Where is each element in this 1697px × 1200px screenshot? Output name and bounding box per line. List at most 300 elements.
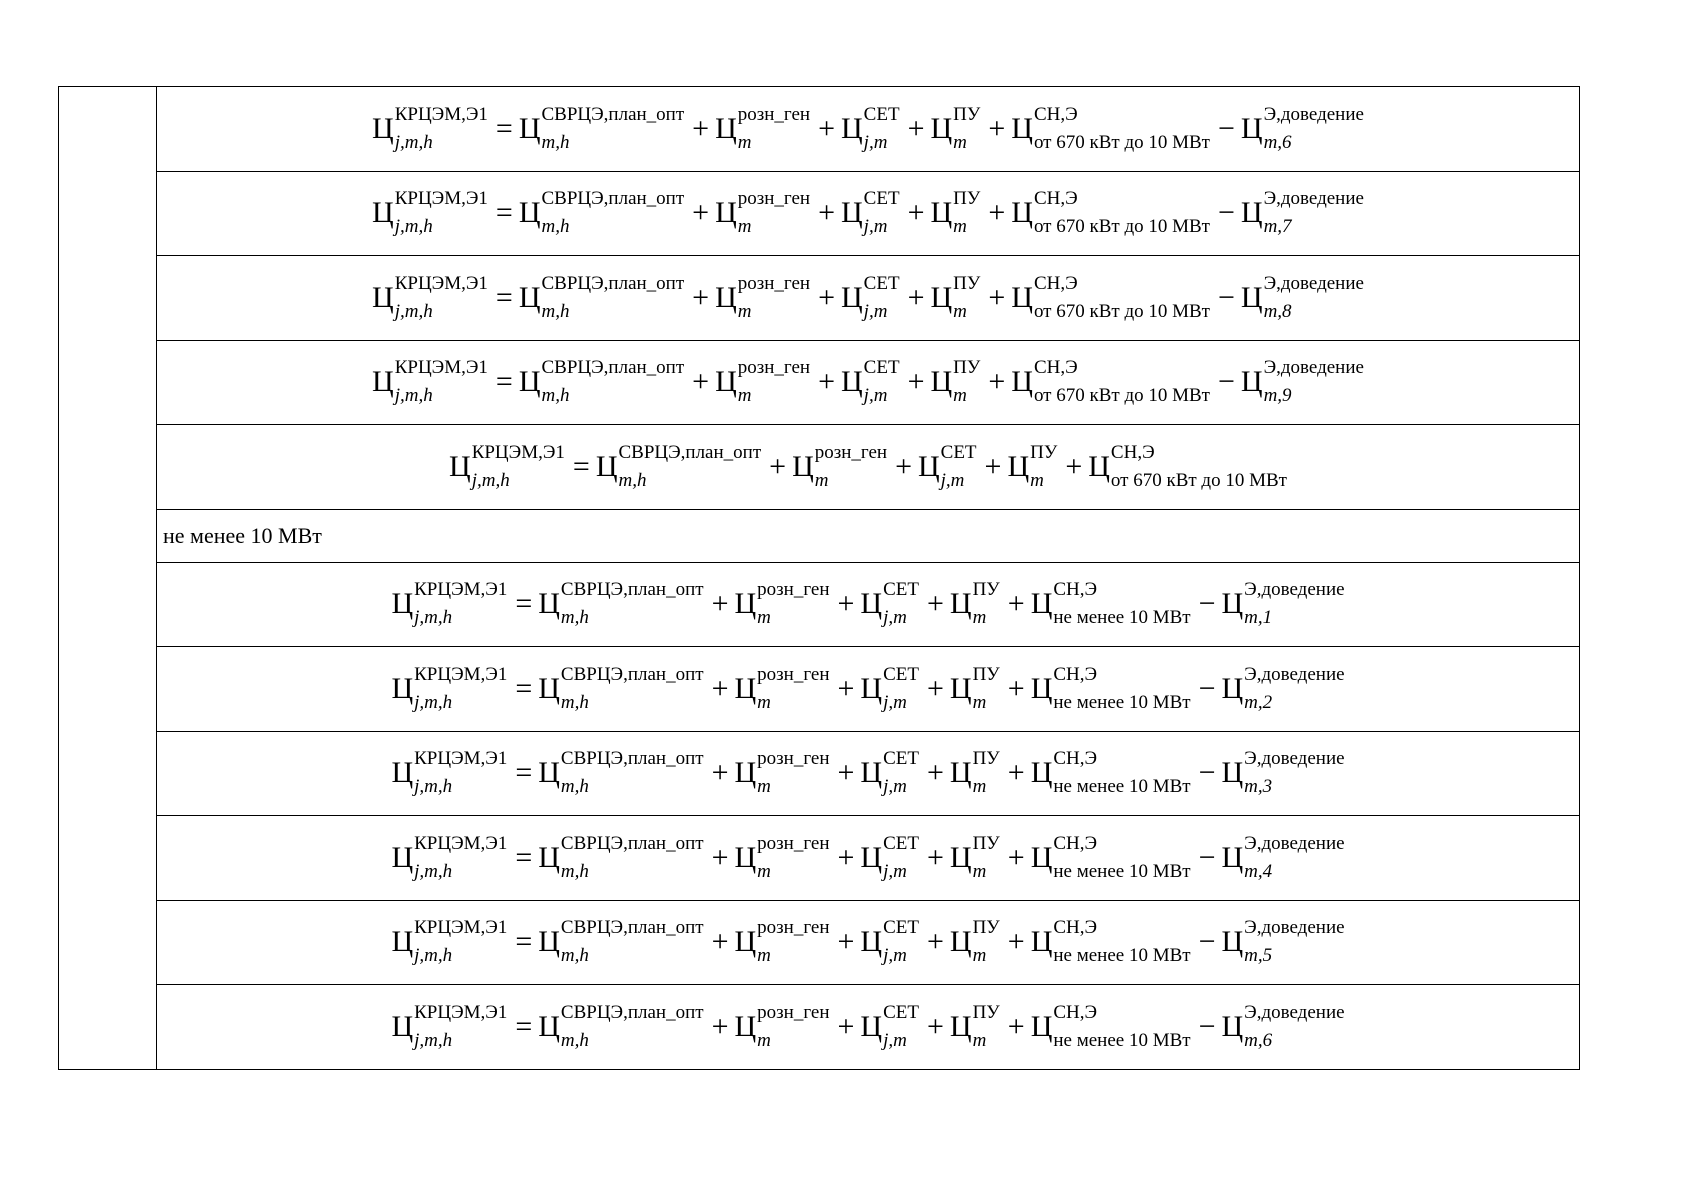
price-term xyxy=(734,917,830,967)
term-superscript: Э,доведение xyxy=(1263,188,1364,210)
term-subscript: m,8 xyxy=(1263,300,1292,322)
operator: − xyxy=(1217,196,1235,230)
term-superscript: КРЦЭМ,Э1 xyxy=(394,357,488,379)
term-subscript: m,h xyxy=(560,607,589,629)
price-symbol: Ц xyxy=(1011,280,1033,314)
price-term xyxy=(1240,103,1364,153)
term-superscript: розн_ген xyxy=(757,663,830,685)
formula-cell xyxy=(157,562,1580,647)
price-symbol: Ц xyxy=(1240,365,1263,399)
price-symbol: Ц xyxy=(391,587,414,621)
price-term xyxy=(1088,441,1287,491)
price-term xyxy=(391,1001,508,1051)
term-scripts xyxy=(1263,103,1364,153)
term-scripts xyxy=(1263,357,1364,407)
term-scripts xyxy=(1033,103,1210,153)
term-scripts xyxy=(1244,1001,1345,1051)
term-scripts xyxy=(814,441,888,491)
term-subscript: j,m xyxy=(883,776,907,798)
operator: + xyxy=(769,449,787,483)
term-subscript: m xyxy=(972,607,987,629)
term-subscript: m xyxy=(757,776,771,798)
operator: + xyxy=(1007,1009,1025,1043)
term-subscript: m,h xyxy=(541,216,570,238)
operator: = xyxy=(515,587,533,621)
term-scripts xyxy=(863,357,900,407)
term-superscript: КРЦЭМ,Э1 xyxy=(414,663,508,685)
price-symbol: Ц xyxy=(734,756,757,790)
term-subscript: не менее 10 МВт xyxy=(1053,607,1191,629)
term-superscript: СН,Э xyxy=(1053,1001,1098,1023)
term-superscript: СВРЦЭ,план_опт xyxy=(618,441,762,463)
term-scripts xyxy=(1244,832,1345,882)
operator: + xyxy=(711,756,729,790)
term-superscript: СВРЦЭ,план_опт xyxy=(541,188,685,210)
price-symbol: Ц xyxy=(841,365,863,399)
operator: + xyxy=(837,587,855,621)
term-superscript: СН,Э xyxy=(1053,748,1098,770)
operator: + xyxy=(926,840,944,874)
price-term xyxy=(1221,579,1345,629)
price-term xyxy=(930,188,981,238)
term-subscript: j,m xyxy=(940,469,965,491)
price-term xyxy=(1240,272,1364,322)
price-symbol: Ц xyxy=(391,671,414,705)
term-superscript: СЕТ xyxy=(883,663,919,685)
term-superscript: ПУ xyxy=(972,579,1000,601)
subheading-row xyxy=(59,509,1580,562)
term-superscript: СЕТ xyxy=(883,1001,919,1023)
term-superscript: Э,доведение xyxy=(1244,832,1345,854)
price-term xyxy=(538,917,704,967)
price-term xyxy=(1030,832,1191,882)
term-superscript: Э,доведение xyxy=(1263,103,1364,125)
term-subscript: m,h xyxy=(560,860,589,882)
operator: + xyxy=(818,365,835,399)
operator: + xyxy=(818,196,835,230)
price-term xyxy=(949,663,1000,713)
term-scripts xyxy=(1053,917,1191,967)
operator: + xyxy=(907,196,925,230)
table-row xyxy=(59,562,1580,647)
term-superscript: СН,Э xyxy=(1053,663,1098,685)
price-symbol: Ц xyxy=(1030,1009,1053,1043)
price-term xyxy=(860,748,919,798)
price-symbol: Ц xyxy=(518,111,541,145)
term-scripts xyxy=(1110,441,1287,491)
operator: − xyxy=(1198,671,1216,705)
price-term xyxy=(391,748,508,798)
price-symbol: Ц xyxy=(1221,925,1244,959)
price-symbol: Ц xyxy=(1088,449,1110,483)
term-scripts xyxy=(737,357,811,407)
price-term xyxy=(391,832,508,882)
price-term xyxy=(1221,832,1345,882)
term-scripts xyxy=(757,832,830,882)
operator: + xyxy=(895,449,912,483)
operator: − xyxy=(1198,587,1216,621)
price-term xyxy=(372,272,488,322)
operator: + xyxy=(692,111,710,145)
operator: − xyxy=(1198,1009,1216,1043)
term-subscript: не менее 10 МВт xyxy=(1053,691,1191,713)
term-scripts xyxy=(1053,748,1191,798)
term-subscript: j,m xyxy=(863,300,888,322)
price-term xyxy=(715,272,811,322)
price-term xyxy=(860,917,919,967)
price-symbol: Ц xyxy=(917,449,940,483)
term-superscript: ПУ xyxy=(953,272,981,294)
term-subscript: m xyxy=(972,691,987,713)
term-subscript: j,m,h xyxy=(414,945,453,967)
term-superscript: ПУ xyxy=(953,103,981,125)
term-scripts xyxy=(757,663,830,713)
term-superscript: СЕТ xyxy=(863,357,900,379)
term-superscript: СВРЦЭ,план_опт xyxy=(541,357,685,379)
operator: + xyxy=(926,1009,944,1043)
price-term xyxy=(734,663,830,713)
price-symbol: Ц xyxy=(449,449,471,483)
price-term xyxy=(715,188,811,238)
operator: = xyxy=(515,671,533,705)
term-scripts xyxy=(953,357,981,407)
price-term xyxy=(1240,188,1364,238)
term-subscript: m xyxy=(757,1029,771,1051)
term-superscript: Э,доведение xyxy=(1244,579,1345,601)
term-superscript: СЕТ xyxy=(863,188,900,210)
formula-table-body xyxy=(59,87,1580,1070)
term-subscript: от 670 кВт до 10 МВт xyxy=(1033,216,1210,238)
term-subscript: m,h xyxy=(560,691,589,713)
term-subscript: не менее 10 МВт xyxy=(1053,860,1191,882)
term-scripts xyxy=(883,748,919,798)
price-symbol: Ц xyxy=(841,111,863,145)
term-superscript: КРЦЭМ,Э1 xyxy=(394,272,488,294)
term-subscript: m xyxy=(757,860,771,882)
price-term xyxy=(449,441,565,491)
table-row xyxy=(59,816,1580,901)
term-scripts xyxy=(471,441,565,491)
price-symbol: Ц xyxy=(518,196,541,230)
operator: = xyxy=(515,1009,533,1043)
price-term xyxy=(841,188,900,238)
price-symbol: Ц xyxy=(1221,671,1244,705)
formula-cell xyxy=(157,425,1580,510)
term-subscript: m,9 xyxy=(1263,385,1292,407)
term-subscript: m xyxy=(814,469,829,491)
operator: = xyxy=(515,756,533,790)
term-superscript: Э,доведение xyxy=(1263,272,1364,294)
price-term xyxy=(715,357,811,407)
price-term xyxy=(1030,917,1191,967)
price-term xyxy=(734,832,830,882)
table-row xyxy=(59,425,1580,510)
term-subscript: j,m,h xyxy=(414,776,453,798)
formula xyxy=(391,579,1345,629)
term-subscript: m xyxy=(972,945,987,967)
term-subscript: j,m,h xyxy=(394,131,433,153)
price-term xyxy=(391,663,508,713)
formula-cell xyxy=(157,985,1580,1070)
formula xyxy=(372,357,1364,407)
price-symbol: Ц xyxy=(1030,671,1053,705)
operator: + xyxy=(837,1009,855,1043)
term-scripts xyxy=(414,748,508,798)
term-scripts xyxy=(1244,917,1345,967)
price-symbol: Ц xyxy=(1011,111,1033,145)
term-superscript: ПУ xyxy=(972,1001,1000,1023)
operator: + xyxy=(818,280,835,314)
price-symbol: Ц xyxy=(715,111,737,145)
term-scripts xyxy=(1244,748,1345,798)
term-subscript: m xyxy=(953,216,967,238)
term-superscript: Э,доведение xyxy=(1263,357,1364,379)
formula xyxy=(449,441,1287,491)
term-superscript: КРЦЭМ,Э1 xyxy=(414,1001,508,1023)
formula xyxy=(372,103,1364,153)
term-scripts xyxy=(972,1001,1000,1051)
term-subscript: m xyxy=(972,1029,987,1051)
price-term xyxy=(841,272,900,322)
price-term xyxy=(538,579,704,629)
operator: − xyxy=(1198,840,1216,874)
term-subscript: j,m,h xyxy=(471,469,510,491)
term-subscript: j,m,h xyxy=(414,860,453,882)
operator: − xyxy=(1198,925,1216,959)
price-term xyxy=(1221,748,1345,798)
operator: + xyxy=(1007,587,1025,621)
operator: + xyxy=(1065,449,1083,483)
term-superscript: КРЦЭМ,Э1 xyxy=(394,188,488,210)
formula xyxy=(391,832,1345,882)
formula-cell xyxy=(157,647,1580,732)
price-term xyxy=(1240,357,1364,407)
term-subscript: j,m,h xyxy=(394,300,433,322)
term-scripts xyxy=(883,1001,919,1051)
price-term xyxy=(841,103,900,153)
price-term xyxy=(538,663,704,713)
term-superscript: ПУ xyxy=(972,663,1000,685)
price-symbol: Ц xyxy=(1011,365,1033,399)
term-superscript: ПУ xyxy=(972,748,1000,770)
term-scripts xyxy=(953,103,981,153)
price-term xyxy=(391,917,508,967)
term-subscript: m xyxy=(972,776,987,798)
price-symbol: Ц xyxy=(860,840,883,874)
operator: + xyxy=(692,196,710,230)
term-scripts xyxy=(560,1001,704,1051)
term-superscript: СЕТ xyxy=(883,832,919,854)
price-term xyxy=(372,357,488,407)
table-row xyxy=(59,87,1580,172)
term-subscript: j,m xyxy=(883,860,907,882)
term-subscript: m,h xyxy=(560,1029,589,1051)
price-symbol: Ц xyxy=(1007,449,1030,483)
price-symbol: Ц xyxy=(949,671,972,705)
term-superscript: розн_ген xyxy=(757,579,830,601)
operator: − xyxy=(1217,365,1235,399)
term-superscript: СВРЦЭ,план_опт xyxy=(560,917,704,939)
formula xyxy=(391,748,1345,798)
term-subscript: m xyxy=(737,131,752,153)
price-symbol: Ц xyxy=(734,1009,757,1043)
term-subscript: m,2 xyxy=(1244,691,1273,713)
term-subscript: m xyxy=(1030,469,1044,491)
term-scripts xyxy=(940,441,977,491)
term-scripts xyxy=(541,188,685,238)
price-symbol: Ц xyxy=(930,196,953,230)
price-symbol: Ц xyxy=(372,111,394,145)
price-term xyxy=(1007,441,1058,491)
term-subscript: j,m xyxy=(863,385,888,407)
term-scripts xyxy=(737,188,811,238)
price-symbol: Ц xyxy=(391,840,414,874)
table-row xyxy=(59,985,1580,1070)
term-superscript: розн_ген xyxy=(737,272,811,294)
term-superscript: розн_ген xyxy=(737,188,811,210)
term-scripts xyxy=(618,441,762,491)
price-symbol: Ц xyxy=(1221,587,1244,621)
operator: + xyxy=(988,196,1006,230)
term-subscript: j,m xyxy=(863,216,888,238)
term-superscript: СН,Э xyxy=(1053,917,1098,939)
price-symbol: Ц xyxy=(930,365,953,399)
operator: + xyxy=(926,587,944,621)
table-row xyxy=(59,647,1580,732)
price-symbol: Ц xyxy=(595,449,618,483)
price-symbol: Ц xyxy=(860,671,883,705)
term-superscript: розн_ген xyxy=(737,103,811,125)
operator: + xyxy=(837,756,855,790)
term-subscript: m xyxy=(757,945,771,967)
term-scripts xyxy=(560,579,704,629)
formula-cell xyxy=(157,87,1580,172)
table-row xyxy=(59,171,1580,256)
operator: + xyxy=(988,280,1006,314)
term-subscript: m xyxy=(953,300,967,322)
operator: + xyxy=(837,840,855,874)
price-symbol: Ц xyxy=(841,196,863,230)
term-scripts xyxy=(414,832,508,882)
price-term xyxy=(860,663,919,713)
term-subscript: j,m,h xyxy=(394,385,433,407)
price-symbol: Ц xyxy=(518,365,541,399)
term-scripts xyxy=(863,272,900,322)
term-scripts xyxy=(1053,832,1191,882)
operator: − xyxy=(1217,111,1235,145)
price-term xyxy=(518,357,685,407)
term-scripts xyxy=(737,272,811,322)
term-superscript: КРЦЭМ,Э1 xyxy=(414,917,508,939)
operator: + xyxy=(711,925,729,959)
price-term xyxy=(595,441,762,491)
formula-cell xyxy=(157,256,1580,341)
price-term xyxy=(1011,188,1210,238)
term-subscript: не менее 10 МВт xyxy=(1053,1029,1191,1051)
term-scripts xyxy=(560,663,704,713)
operator: + xyxy=(711,671,729,705)
term-subscript: m xyxy=(757,691,771,713)
price-symbol: Ц xyxy=(372,365,394,399)
term-subscript: j,m xyxy=(863,131,888,153)
price-term xyxy=(949,917,1000,967)
term-scripts xyxy=(414,1001,508,1051)
term-superscript: ПУ xyxy=(972,917,1000,939)
term-scripts xyxy=(541,272,685,322)
price-symbol: Ц xyxy=(734,587,757,621)
formula xyxy=(372,188,1364,238)
operator: = xyxy=(495,111,513,145)
term-subscript: j,m xyxy=(883,1029,907,1051)
term-subscript: j,m,h xyxy=(414,607,453,629)
term-scripts xyxy=(757,748,830,798)
term-superscript: розн_ген xyxy=(757,748,830,770)
term-subscript: m xyxy=(953,385,967,407)
table-row xyxy=(59,731,1580,816)
price-symbol: Ц xyxy=(949,587,972,621)
operator: + xyxy=(907,111,925,145)
price-term xyxy=(1030,1001,1191,1051)
term-scripts xyxy=(560,917,704,967)
price-symbol: Ц xyxy=(391,925,414,959)
term-subscript: m xyxy=(972,860,987,882)
price-symbol: Ц xyxy=(792,449,814,483)
price-term xyxy=(792,441,888,491)
operator: = xyxy=(515,840,533,874)
price-symbol: Ц xyxy=(1240,111,1263,145)
term-superscript: СВРЦЭ,план_опт xyxy=(560,832,704,854)
term-superscript: розн_ген xyxy=(814,441,888,463)
operator: + xyxy=(711,840,729,874)
price-term xyxy=(715,103,811,153)
price-symbol: Ц xyxy=(1030,925,1053,959)
term-scripts xyxy=(972,917,1000,967)
term-superscript: СЕТ xyxy=(883,917,919,939)
price-term xyxy=(372,103,488,153)
price-symbol: Ц xyxy=(715,280,737,314)
term-superscript: ПУ xyxy=(953,188,981,210)
term-scripts xyxy=(757,917,830,967)
term-superscript: СЕТ xyxy=(940,441,977,463)
price-symbol: Ц xyxy=(538,1009,560,1043)
price-symbol: Ц xyxy=(372,280,394,314)
price-term xyxy=(930,357,981,407)
term-superscript: СН,Э xyxy=(1033,357,1078,379)
price-term xyxy=(930,103,981,153)
operator: + xyxy=(926,925,944,959)
price-symbol: Ц xyxy=(1240,196,1263,230)
price-term xyxy=(917,441,977,491)
price-term xyxy=(949,579,1000,629)
term-scripts xyxy=(1033,357,1210,407)
term-subscript: m,h xyxy=(618,469,647,491)
term-subscript: m,4 xyxy=(1244,860,1273,882)
price-symbol: Ц xyxy=(391,1009,414,1043)
term-scripts xyxy=(1053,1001,1191,1051)
operator: + xyxy=(926,756,944,790)
price-term xyxy=(518,103,685,153)
operator: + xyxy=(907,365,925,399)
term-subscript: m xyxy=(737,300,752,322)
price-symbol: Ц xyxy=(715,196,737,230)
term-superscript: ПУ xyxy=(1030,441,1058,463)
term-superscript: СЕТ xyxy=(883,748,919,770)
term-subscript: m,6 xyxy=(1244,1029,1273,1051)
term-subscript: от 670 кВт до 10 МВт xyxy=(1033,131,1210,153)
operator: = xyxy=(572,449,590,483)
term-superscript: СВРЦЭ,план_опт xyxy=(541,103,685,125)
term-scripts xyxy=(1263,272,1364,322)
